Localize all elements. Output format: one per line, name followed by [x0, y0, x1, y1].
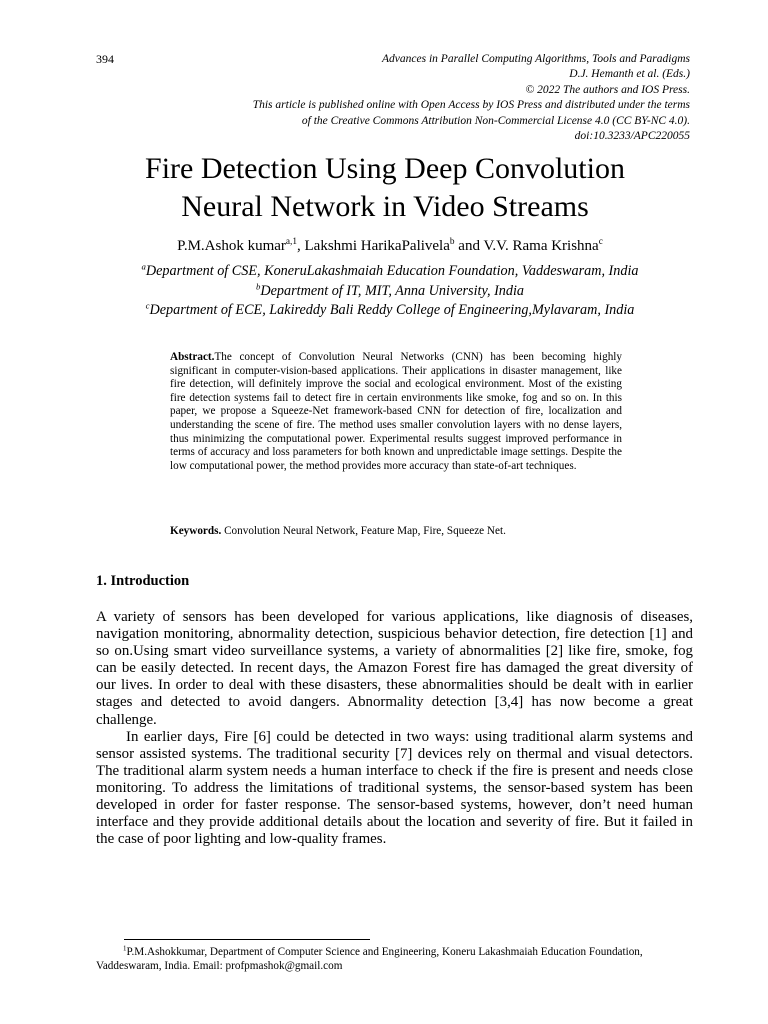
keywords — [170, 524, 622, 538]
title-line-1: Fire Detection Using Deep Convolution — [145, 152, 625, 185]
author-1-name: P.M.Ashok kumar — [177, 238, 286, 254]
footnote-marker: 1 — [123, 944, 127, 953]
affiliation-text: Department of ECE, Lakireddy Bali Reddy College of Engineering,Mylavaram, India — [149, 302, 635, 318]
affiliation-text: Department of IT, MIT, Anna University, India — [260, 282, 525, 299]
abstract — [170, 351, 622, 473]
title-line-2: Neural Network in Video Streams — [181, 190, 589, 223]
keywords-text: Convolution Neural Network, Feature Map, Fire, Squeeze Net. — [221, 525, 506, 537]
author-list — [80, 237, 700, 256]
paragraph: In earlier days, Fire [6] could be detected in two ways: using traditional alarm systems and sensor assisted systems. The traditional security [7] devices rely on thermal and visual detectors. The traditional alarm system needs a human interface to check if the fire is present and needs close monitoring. To address the limitations of traditional systems, the sensor-based system has been developed in order for faster response. The sensor-based systems, however, don’t need human interface and they provide additional details about the location and severity of fire. But it failed in the case of poor lighting and low-quality frames. — [96, 728, 693, 848]
author-2-name: Lakshmi HarikaPalivela — [304, 238, 450, 254]
affiliation-sup: b — [255, 280, 261, 291]
header-line-doi: doi:10.3233/APC220055 — [574, 130, 690, 143]
affiliation-b — [80, 282, 700, 302]
affiliation-text: Department of CSE, KoneruLakashmaiah Education Foundation, Vaddeswaram, India — [145, 263, 639, 279]
affiliation-list — [80, 262, 700, 321]
affiliation-sup: c — [145, 300, 150, 311]
journal-header — [130, 52, 690, 144]
header-line-copyright: © 2022 The authors and IOS Press. — [525, 83, 690, 96]
affiliation-a — [80, 262, 700, 282]
author-3-sup: c — [598, 237, 603, 247]
footnote-divider — [124, 939, 370, 940]
author-3-name: V.V. Rama Krishna — [483, 238, 599, 254]
section-heading: 1. Introduction — [96, 573, 190, 589]
abstract-text: The concept of Convolution Neural Networks (CNN) has been becoming highly significant in computer-vision-based applications. Their applications in disaster management, like fire detection, will definitely improve the social and ecological environment. Most of the existing fire detection systems fail to detect fire in certain environments like smoke, fog and so on. In this paper, we propose a Squeeze-Net framework-based CNN for detection of fire, localization and understanding the scene of fire. The method uses smaller convolution layers with no dense layers, thus minimizing the computational power. Experimental results suggest improved performance in terms of accuracy and loss parameters for both known and unpredictable image settings. Despite the low computational power, the method provides more accuracy than state-of-art techniques. — [170, 351, 622, 472]
section-body — [96, 609, 693, 848]
author-2-sup: b — [449, 237, 455, 247]
affiliation-sup: a — [141, 261, 146, 272]
keywords-label: Keywords. — [170, 525, 222, 537]
author-separator: and — [454, 238, 484, 254]
abstract-label: Abstract. — [170, 351, 215, 363]
header-line-editors: D.J. Hemanth et al. (Eds.) — [569, 68, 690, 81]
footnote — [96, 946, 693, 974]
author-separator: , — [297, 238, 305, 254]
header-line-license-1: This article is published online with Open Access by IOS Press and distributed under the terms — [252, 99, 690, 112]
author-1-sup: a,1 — [285, 237, 298, 247]
affiliation-c — [80, 301, 700, 321]
header-line-license-2: of the Creative Commons Attribution Non-Commercial License 4.0 (CC BY-NC 4.0). — [301, 114, 690, 127]
paper-title — [90, 150, 680, 226]
footnote-text: P.M.Ashokkumar, Department of Computer Science and Engineering, Koneru Lakashmaiah Education Foundation, Vaddeswaram, India. Email: profpmashok@gmail.com — [96, 946, 643, 972]
page-number: 394 — [96, 52, 114, 66]
paragraph: A variety of sensors has been developed for various applications, like diagnosis of diseases, navigation monitoring, abnormality detection, suspicious behavior detection, fire detection [1] and so on.Using smart video surveillance systems, a variety of abnormalities [2] like fire, smoke, fog can be easily detected. In recent days, the Amazon Forest fire has damaged the great diversity of our lives. In order to deal with these disasters, these abnormalities should be dealt with in earlier stages and detected to avoid dangers. Abnormality detection [3,4] has now become a great challenge. — [96, 609, 693, 728]
header-line-series: Advances in Parallel Computing Algorithms, Tools and Paradigms — [382, 53, 690, 65]
